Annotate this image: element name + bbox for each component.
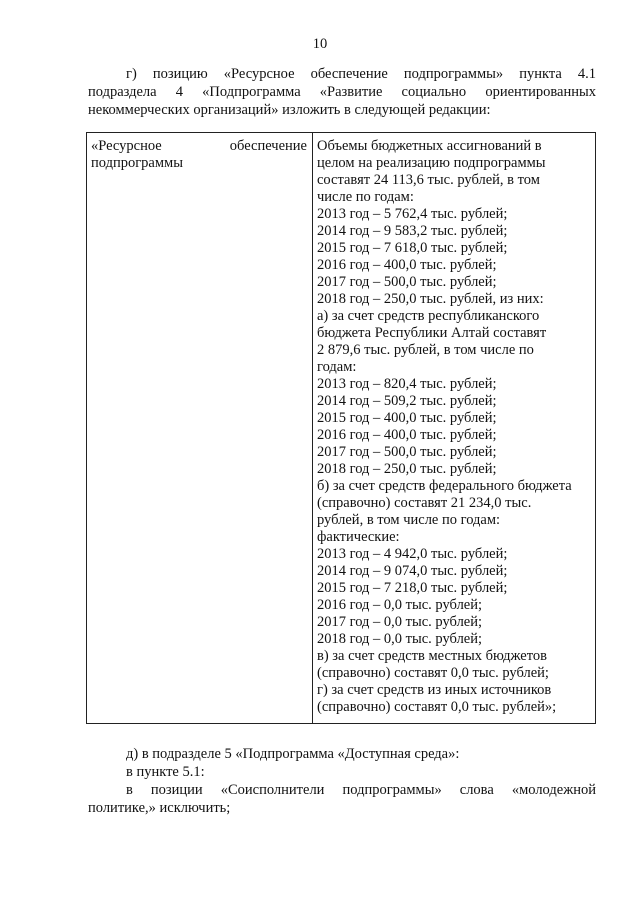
right-cell-line: 2014 год – 509,2 тыс. рублей; bbox=[317, 393, 497, 409]
right-cell-line: 2016 год – 0,0 тыс. рублей; bbox=[317, 597, 483, 613]
right-cell-line: 2018 год – 0,0 тыс. рублей; bbox=[317, 631, 483, 647]
right-cell-line: 2015 год – 400,0 тыс. рублей; bbox=[317, 410, 497, 426]
right-cell-line: бюджета Республики Алтай составят bbox=[317, 325, 547, 341]
after-line: в позиции «Соисполнители подпрограммы» слова «молодежной bbox=[126, 782, 596, 798]
right-cell-line: 2017 год – 500,0 тыс. рублей; bbox=[317, 444, 497, 460]
right-cell-line: годам: bbox=[317, 359, 357, 375]
right-cell-line: 2016 год – 400,0 тыс. рублей; bbox=[317, 427, 497, 443]
intro-paragraph bbox=[88, 65, 596, 119]
page-number: 10 bbox=[312, 36, 328, 52]
right-cell-line: 2 879,6 тыс. рублей, в том числе по bbox=[317, 342, 534, 358]
after-line: д) в подразделе 5 «Подпрограмма «Доступная среда»: bbox=[126, 746, 460, 762]
after-line: политике,» исключить; bbox=[88, 800, 231, 816]
intro-line: подраздела 4 «Подпрограмма «Развитие социально ориентированных bbox=[88, 84, 596, 100]
right-cell-line: 2016 год – 400,0 тыс. рублей; bbox=[317, 257, 497, 273]
right-cell-line: 2013 год – 4 942,0 тыс. рублей; bbox=[317, 546, 508, 562]
intro-line: некоммерческих организаций» изложить в следующей редакции: bbox=[88, 102, 491, 118]
right-cell-line: Объемы бюджетных ассигнований в bbox=[317, 138, 542, 154]
right-cell-line: составят 24 113,6 тыс. рублей, в том bbox=[317, 172, 540, 188]
after-line: в пункте 5.1: bbox=[126, 764, 205, 780]
after-table-text bbox=[88, 745, 596, 817]
right-cell-line: (справочно) составят 0,0 тыс. рублей»; bbox=[317, 699, 557, 715]
right-cell-line: б) за счет средств федерального бюджета bbox=[317, 478, 572, 494]
resource-table bbox=[86, 132, 596, 724]
right-cell-line: а) за счет средств республиканского bbox=[317, 308, 540, 324]
right-cell-line: г) за счет средств из иных источников bbox=[317, 682, 552, 698]
left-cell-line: подпрограммы bbox=[91, 155, 183, 171]
right-cell-line: 2017 год – 0,0 тыс. рублей; bbox=[317, 614, 483, 630]
right-cell-line: числе по годам: bbox=[317, 189, 414, 205]
right-cell-line: фактические: bbox=[317, 529, 400, 545]
left-cell-line: «Ресурсное обеспечение bbox=[91, 138, 307, 154]
right-cell-line: 2015 год – 7 618,0 тыс. рублей; bbox=[317, 240, 508, 256]
right-cell-line: 2017 год – 500,0 тыс. рублей; bbox=[317, 274, 497, 290]
right-cell-line: целом на реализацию подпрограммы bbox=[317, 155, 546, 171]
right-cell-line: 2014 год – 9 074,0 тыс. рублей; bbox=[317, 563, 508, 579]
right-cell-line: (справочно) составят 0,0 тыс. рублей; bbox=[317, 665, 549, 681]
right-cell-line: 2013 год – 820,4 тыс. рублей; bbox=[317, 376, 497, 392]
right-cell-line: 2013 год – 5 762,4 тыс. рублей; bbox=[317, 206, 508, 222]
right-cell-line: 2018 год – 250,0 тыс. рублей, из них: bbox=[317, 291, 544, 307]
right-cell-line: 2018 год – 250,0 тыс. рублей; bbox=[317, 461, 497, 477]
right-cell-line: рублей, в том числе по годам: bbox=[317, 512, 501, 528]
column-divider bbox=[312, 133, 313, 723]
table-right-cell bbox=[317, 138, 593, 716]
right-cell-line: (справочно) составят 21 234,0 тыс. bbox=[317, 495, 532, 511]
right-cell-line: 2015 год – 7 218,0 тыс. рублей; bbox=[317, 580, 508, 596]
right-cell-line: в) за счет средств местных бюджетов bbox=[317, 648, 547, 664]
table-left-cell bbox=[91, 138, 307, 172]
intro-line: г) позицию «Ресурсное обеспечение подпрограммы» пункта 4.1 bbox=[126, 66, 596, 82]
right-cell-line: 2014 год – 9 583,2 тыс. рублей; bbox=[317, 223, 508, 239]
